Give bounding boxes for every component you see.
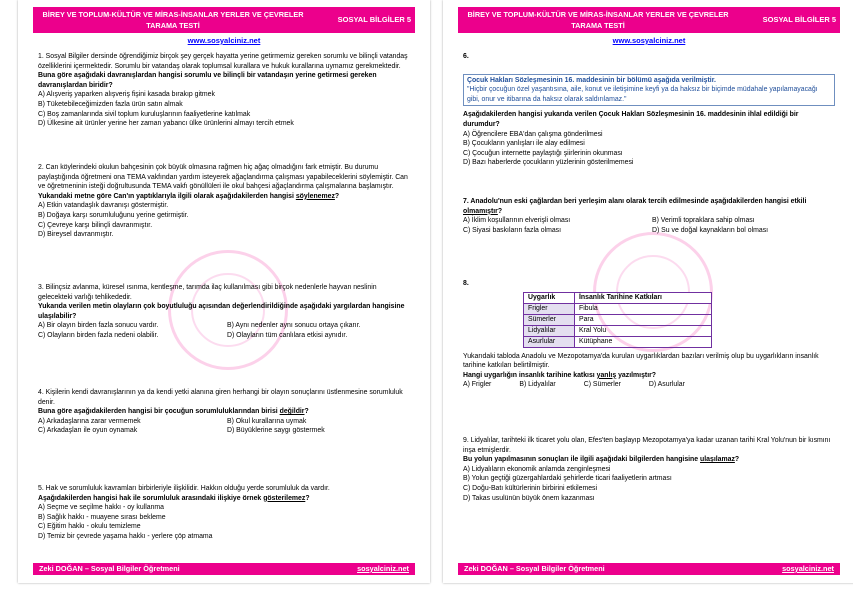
option-c[interactable]: C) Çevreye karşı bilinçli davranmıştır.	[38, 221, 153, 229]
table-row: Sümerler Para	[524, 314, 712, 325]
option-a[interactable]: A) Etkin vatandaşlık davranışı göstermiştir.	[38, 202, 169, 210]
option-a[interactable]: A) Öğrencilere EBA'dan çalışma gönderilmesi	[463, 130, 603, 138]
table-header: Uygarlık	[524, 292, 575, 303]
question-5	[38, 484, 410, 542]
option-b[interactable]: B) Okul kurallarına uymak	[227, 417, 307, 425]
option-d[interactable]: D) Asurlular	[648, 381, 685, 389]
table-header: İnsanlık Tarihine Katkıları	[575, 292, 712, 303]
option-d[interactable]: D) Takas usulünün büyük önem kazanması	[463, 494, 595, 502]
option-c[interactable]: C) Sümerler	[583, 381, 621, 389]
option-d[interactable]: D) Büyüklerine saygı göstermek	[227, 427, 325, 435]
option-b[interactable]: B) Tüketebileceğimizden fazla ürün satın almak	[38, 100, 183, 108]
question-8	[463, 279, 835, 390]
question-6	[463, 52, 835, 168]
option-b[interactable]: B) Çocukların yanlışları ile alay edilmesi	[463, 140, 585, 148]
page-footer	[33, 563, 415, 575]
page-header	[33, 7, 415, 33]
option-b[interactable]: B) Sağlık hakkı - muayene sırası bekleme	[38, 513, 166, 521]
question-ask: Hangi uygarlığın insanlık tarihine katkısı yanlış yazılmıştır?	[463, 371, 657, 379]
question-stem: 3. Bilinçsiz avlanma, küresel ısınma, kentleşme, tarımda ilaç kullanılması gibi birçok nedenlerle hayvan neslinin gelecekteki varlığı tehlikededir.	[38, 284, 377, 301]
question-ask: Bu yolun yapılmasının sonuçları ile ilgili aşağıdaki bilgilerden hangisine ulaşılamaz?	[463, 456, 740, 464]
option-a[interactable]: A) İklim koşullarının elverişli olması	[463, 217, 571, 225]
author-label: Zeki DOĞAN – Sosyal Bilgiler Öğretmeni	[39, 564, 180, 573]
question-ask: Yukarıdaki metne göre Can'ın yaptıklarıyla ilgili olarak aşağıdakilerden hangisi söylenemez?	[38, 192, 340, 200]
question-7	[463, 197, 835, 235]
question-ask: Yukarıda verilen metin olayların çok boyutluluğu açısından değerlendirildiğinde aşağıdaki yargılardan hangisine ulaşılabilir?	[38, 303, 405, 320]
option-a[interactable]: A) Arkadaşlarına zarar vermemek	[38, 417, 141, 425]
question-ask: 7. Anadolu'nun eski çağlardan beri yerleşim alanı olarak tercih edilmesinde aşağıdakilerden hangisi etkili olmamıştır?	[463, 198, 807, 215]
option-d[interactable]: D) Ülkesine ait ürünler yerine her zaman yabancı ülke ürünlerini almayı tercih etmek	[38, 120, 294, 128]
table-row: Frigler Fibula	[524, 303, 712, 314]
option-d[interactable]: D) Temiz bir çevrede yaşama hakkı - yerlere çöp atmama	[38, 532, 213, 540]
question-stem: 2. Can köylerindeki okulun bahçesinin çok büyük olmasına rağmen hiç ağaç olmadığını fark etmiştir. Bu durumu paylaştığında öğretmeni ona TEMA vakfından yardım isteyerek ağaçlandırma çalışması yapabileceklerini söylemiştir. Can ve öğretmeninin isteği doğrultusunda TEMA vakfı gönüllüleri ile okul bahçesi ağaçlandırma çalışmalarına başlamıştır.	[38, 164, 408, 191]
option-a[interactable]: A) Lidyalıların ekonomik anlamda zenginleşmesi	[463, 465, 611, 473]
option-c[interactable]: C) Eğitim hakkı - okulu temizleme	[38, 523, 141, 531]
question-9	[463, 436, 835, 503]
test-title: BİREY VE TOPLUM-KÜLTÜR VE MİRAS-İNSANLAR YERLER VE ÇEVRELER TARAMA TESTİ	[467, 10, 729, 30]
worksheet-page-right	[443, 0, 853, 583]
question-number: 6.	[463, 53, 469, 60]
question-stem: Yukarıdaki tabloda Anadolu ve Mezopotamya'da kurulan uygarlıklardan bazıları verilmiş olup bu uygarlıkların insanlık tarihine katkıları belirtilmiştir.	[463, 352, 819, 370]
question-ask: Aşağıdakilerden hangisi yukarıda verilen Çocuk Hakları Sözleşmesinin 16. maddesinin ihlal edildiği bir durumdur?	[463, 111, 799, 128]
option-c[interactable]: C) Boş zamanlarında sivil toplum kuruluşlarının faaliyetlerine katılmak	[38, 110, 251, 118]
question-number: 8.	[463, 280, 469, 287]
question-ask: Aşağıdakilerden hangisi hak ile sorumluluk arasındaki ilişkiye örnek gösterilemez?	[38, 494, 310, 502]
option-b[interactable]: B) Lidyalılar	[519, 381, 556, 389]
option-a[interactable]: A) Alışveriş yaparken alışveriş fişini kasada bırakıp gitmek	[38, 91, 215, 99]
subject-label: SOSYAL BİLGİLER 5	[762, 15, 836, 24]
option-b[interactable]: B) Yolun geçtiği güzergahlardaki şehirlerde ticari faaliyetlerin artması	[463, 475, 672, 483]
page-header	[458, 7, 840, 33]
author-label: Zeki DOĞAN – Sosyal Bilgiler Öğretmeni	[464, 564, 605, 573]
question-stem: 5. Hak ve sorumluluk kavramları birbirleriyle ilişkilidir. Hakkın olduğu yerde sorumluluk da vardır.	[38, 485, 330, 492]
question-1	[38, 52, 410, 129]
callout-text: "Hiçbir çocuğun özel yaşantısına, aile, konut ve iletişimine keyfi ya da haksız bir biçimde müdahale yapılamayacağı gibi, onur ve itibarına da haksız olarak saldırılamaz."	[467, 86, 818, 103]
question-stem: 9. Lidyalılar, tarihteki ilk ticaret yolu olan, Efes'ten başlayıp Mezopotamya'ya kadar uzanan tarihi Kral Yolu'nun bir kısmını inşa etmişlerdir.	[463, 437, 831, 454]
test-title: BİREY VE TOPLUM-KÜLTÜR VE MİRAS-İNSANLAR YERLER VE ÇEVRELER TARAMA TESTİ	[42, 10, 304, 30]
page-footer	[458, 563, 840, 575]
question-4	[38, 388, 410, 436]
option-a[interactable]: A) Frigler	[463, 381, 492, 389]
question-ask: Buna göre aşağıdaki davranışlardan hangisi sorumlu ve bilinçli bir vatandaşın yerine getirmesi gereken davranışlardan biridir?	[38, 72, 377, 89]
option-c[interactable]: C) Arkadaşları ile oyun oynamak	[38, 427, 138, 435]
option-b[interactable]: B) Aynı nedenler aynı sonucu ortaya çıkarır.	[227, 322, 361, 330]
question-stem: 1. Sosyal Bilgiler dersinde öğrendiğimiz birçok şey gerçek hayatta yerine getirmemiz gereken sorumlu ve bilinçli vatandaş özelliklerini içermektedir. Sorumlu bir vatandaş olarak toplumsal kurallara ve hukuk kurallarına uymamız gerekmektedir.	[38, 53, 408, 70]
callout-title: Çocuk Hakları Sözleşmesinin 16. maddesinin bir bölümü aşağıda verilmiştir.	[467, 76, 716, 84]
table-row: Lidyalılar Kral Yolu	[524, 325, 712, 336]
convention-callout	[463, 74, 835, 107]
option-b[interactable]: B) Doğaya karşı sorumluluğunu yerine getirmiştir.	[38, 211, 189, 219]
option-c[interactable]: C) Doğu-Batı kültürlerinin birbirini etkilemesi	[463, 484, 598, 492]
civilization-table	[523, 292, 712, 348]
option-c[interactable]: C) Siyasi baskıların fazla olması	[463, 226, 562, 234]
footer-site-link[interactable]: sosyalciniz.net	[782, 564, 834, 573]
question-3	[38, 283, 410, 341]
option-d[interactable]: D) Su ve doğal kaynakların bol olması	[652, 226, 769, 234]
worksheet-page-left	[18, 0, 430, 583]
table-row: Asurlular Kütüphane	[524, 336, 712, 347]
question-ask: Buna göre aşağıdakilerden hangisi bir çocuğun sorumluluklarından birisi değildir?	[38, 408, 309, 416]
question-2	[38, 163, 410, 240]
question-stem: 4. Kişilerin kendi davranışlarının ya da kendi yetki alanına giren herhangi bir olayın sonuçlarını üstlenmesine sorumluluk denir.	[38, 389, 403, 406]
subject-label: SOSYAL BİLGİLER 5	[337, 15, 411, 24]
option-c[interactable]: C) Çocuğun internette paylaştığı şiirlerinin okunması	[463, 149, 623, 157]
website-link[interactable]: www.sosyalciniz.net	[612, 36, 686, 45]
footer-site-link[interactable]: sosyalciniz.net	[357, 564, 409, 573]
option-a[interactable]: A) Bir olayın birden fazla sonucu vardır.	[38, 322, 159, 330]
option-d[interactable]: D) Bireysel davranmıştır.	[38, 231, 114, 239]
option-b[interactable]: B) Verimli topraklara sahip olması	[652, 217, 755, 225]
website-link[interactable]: www.sosyalciniz.net	[187, 36, 261, 45]
option-d[interactable]: D) Olayların tüm canlılara etkisi aynıdır.	[227, 331, 348, 339]
option-d[interactable]: D) Bazı haberlerde çocukların yüzlerinin gösterilmemesi	[463, 159, 634, 167]
option-a[interactable]: A) Seçme ve seçilme hakkı - oy kullanma	[38, 504, 164, 512]
option-c[interactable]: C) Olayların birden fazla nedeni olabilir.	[38, 331, 159, 339]
